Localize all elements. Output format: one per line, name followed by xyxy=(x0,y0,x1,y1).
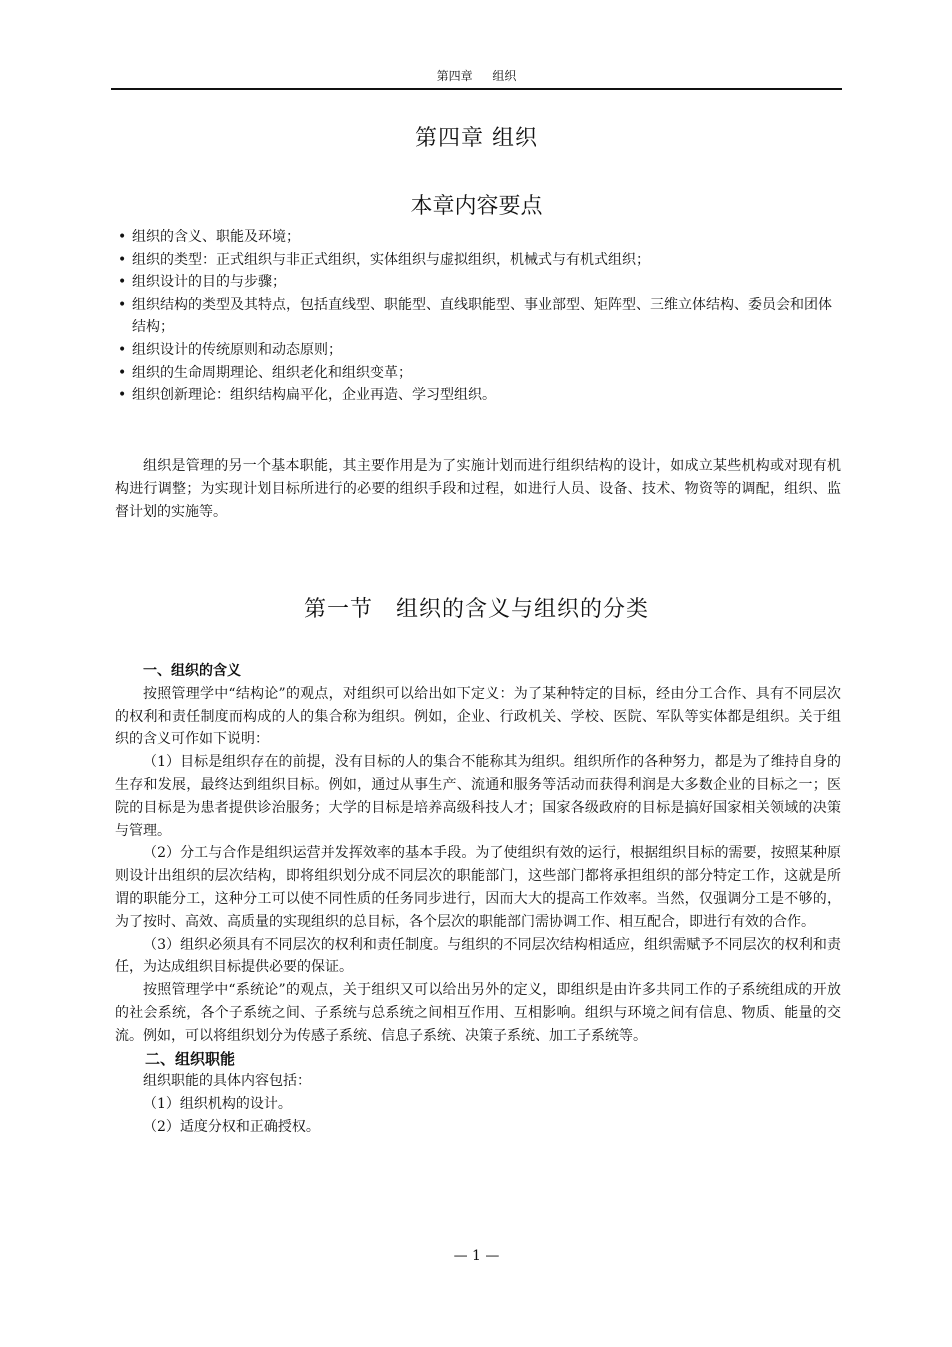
body-paragraph: 按照管理学中“系统论”的观点，关于组织又可以给出另外的定义，即组织是由许多共同工作的子系统组成的开放的社会系统，各个子系统之间、子系统与总系统之间相互作用、互相影响。组织与环境之间有信息、物质、能量的交流。例如，可以将组织划分为传感子系统、信息子系统、决策子系统、加工子系统等。 xyxy=(115,982,841,1044)
key-points-title: 本章内容要点 xyxy=(410,194,543,219)
body-paragraph: （2）分工与合作是组织运营并发挥效率的基本手段。为了使组织有效的运行，根据组织目标的需要，按照某种原则设计出组织的层次结构，即将组织划分成不同层次的职能部门，这些部门都将承担组织的部分特定工作，这就是所谓的职能分工，这种分工可以使不同性质的任务同步进行，因而大大的提高工作效率。当然，仅强调分工是不够的，为了按时、高效、高质量的实现组织的总目标，各个层次的职能部门需协调工作、相互配合，即进行有效的合作。 xyxy=(115,845,841,930)
body-paragraph: （1）目标是组织存在的前提，没有目标的人的集合不能称其为组织。组织所作的各种努力，都是为了维持自身的生存和发展，最终达到组织目标。例如，通过从事生产、流通和服务等活动而获得利润是大多数企业的目标之一；医院的目标是为患者提供诊治服务；大学的目标是培养高级科技人才；国家各级政府的目标是搞好国家相关领域的决策与管理。 xyxy=(115,754,841,839)
subsection-heading-meaning: 一、组织的含义 xyxy=(143,663,241,679)
running-header-topic: 组织 xyxy=(492,69,517,83)
subsection-heading-functions: 二、组织职能 xyxy=(145,1049,236,1068)
running-header-chapter: 第四章 xyxy=(436,69,473,83)
section-body xyxy=(115,660,841,1139)
running-header xyxy=(111,66,842,90)
key-point: • 组织的类型：正式组织与非正式组织，实体组织与虚拟组织，机械式与有机式组织； xyxy=(116,249,840,272)
key-point: • 组织设计的传统原则和动态原则； xyxy=(116,339,840,362)
key-point: • 组织设计的目的与步骤； xyxy=(116,271,840,294)
key-point: • 组织结构的类型及其特点，包括直线型、职能型、直线职能型、事业部型、矩阵型、三维立体结构、委员会和团体结构； xyxy=(116,294,840,339)
key-points-list xyxy=(116,226,840,407)
body-line: （2）适度分权和正确授权。 xyxy=(143,1118,320,1135)
intro-paragraph: 组织是管理的另一个基本职能，其主要作用是为了实施计划而进行组织结构的设计，如成立某些机构或对现有机构进行调整；为实现计划目标所进行的必要的组织手段和过程，如进行人员、设备、技术、物资等的调配，组织、监督计划的实施等。 xyxy=(115,458,841,520)
key-point: • 组织的含义、职能及环境； xyxy=(116,226,840,249)
intro-block xyxy=(115,455,841,523)
section-title: 第一节 组织的含义与组织的分类 xyxy=(303,597,649,622)
body-paragraph: （3）组织必须具有不同层次的权利和责任制度。与组织的不同层次结构相适应，组织需赋予不同层次的权利和责任，为达成组织目标提供必要的保证。 xyxy=(115,936,841,976)
body-paragraph: 按照管理学中“结构论”的观点，对组织可以给出如下定义：为了某种特定的目标，经由分工合作、具有不同层次的权利和责任制度而构成的人的集合称为组织。例如，企业、行政机关、学校、医院、军队等实体都是组织。关于组织的含义可作如下说明： xyxy=(115,685,841,748)
key-point: • 组织创新理论：组织结构扁平化，企业再造、学习型组织。 xyxy=(116,384,840,407)
page-number: — 1 — xyxy=(453,1248,500,1264)
chapter-title: 第四章 组织 xyxy=(415,126,538,151)
key-point: • 组织的生命周期理论、组织老化和组织变革； xyxy=(116,362,840,385)
body-line: 组织职能的具体内容包括： xyxy=(143,1073,311,1090)
body-line: （1）组织机构的设计。 xyxy=(143,1096,292,1113)
